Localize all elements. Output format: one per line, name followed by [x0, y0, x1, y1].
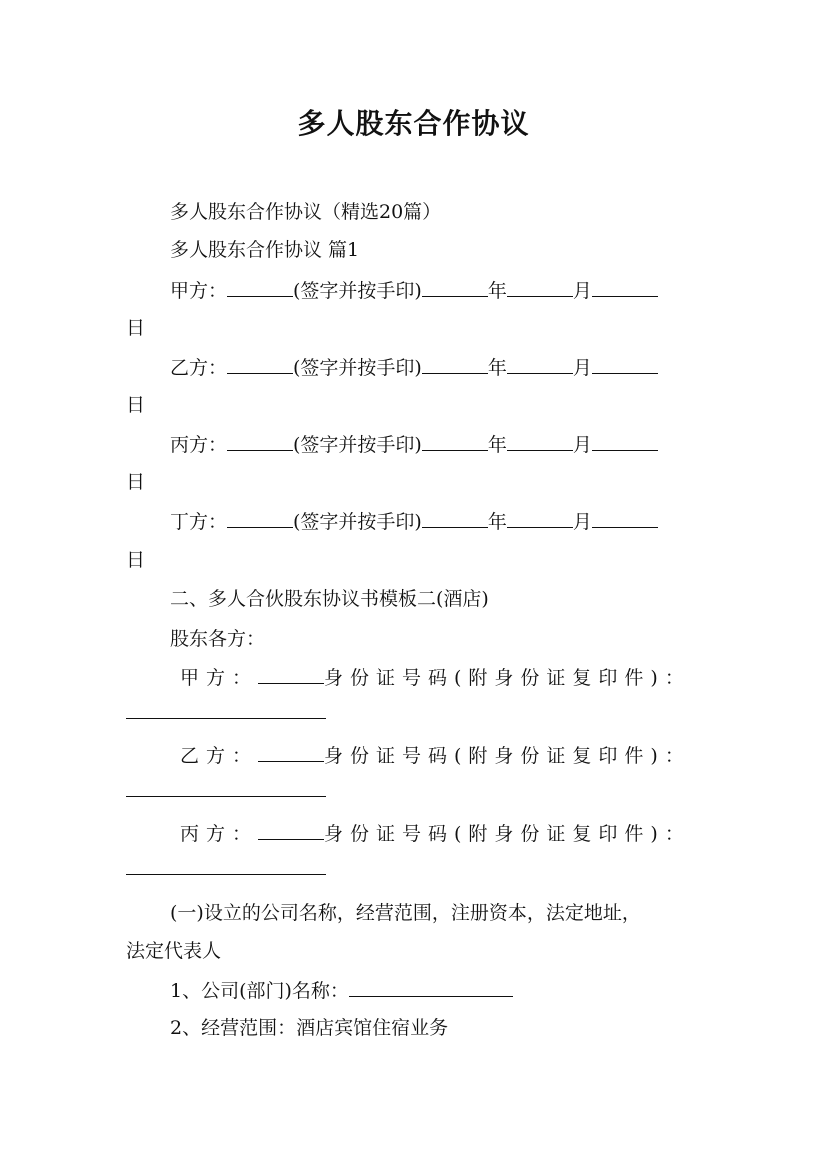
id-number-line	[126, 778, 326, 803]
year-blank	[422, 432, 488, 451]
month-blank	[507, 509, 573, 528]
month-blank	[507, 432, 573, 451]
item-business-scope: 2、经营范围：酒店宾馆住宿业务	[170, 1017, 449, 1039]
day-blank	[592, 278, 658, 297]
name-blank	[258, 821, 324, 840]
name-blank	[258, 665, 324, 684]
id-note: 身份证号码(附身份证复印件)：	[324, 745, 691, 767]
sign-note: (签字并按手印)	[293, 511, 422, 533]
month-label: 月	[572, 280, 592, 302]
id-number-blank	[126, 778, 326, 797]
id-number-blank	[126, 700, 326, 719]
year-label: 年	[487, 280, 507, 302]
day-label: 日	[126, 471, 146, 493]
sign-note: (签字并按手印)	[293, 434, 422, 456]
month-label: 月	[572, 511, 592, 533]
item-company-name	[170, 978, 513, 1003]
day-label: 日	[126, 317, 146, 339]
party-label: 丙方：	[180, 823, 259, 845]
party-label: 甲方：	[180, 667, 259, 689]
signature-line-ding	[170, 509, 658, 534]
name-blank	[227, 509, 293, 528]
document-subtitle: 多人股东合作协议（精选20篇）	[170, 201, 442, 223]
month-label: 月	[572, 434, 592, 456]
id-note: 身份证号码(附身份证复印件)：	[324, 823, 691, 845]
year-label: 年	[487, 357, 507, 379]
party-label: 乙方：	[180, 745, 259, 767]
name-blank	[227, 355, 293, 374]
template-heading: 二、多人合伙股东协议书模板二(酒店)	[170, 588, 489, 610]
name-blank	[258, 743, 324, 762]
shareholders-label: 股东各方：	[170, 628, 266, 650]
id-note: 身份证号码(附身份证复印件)：	[324, 667, 691, 689]
page-title: 多人股东合作协议	[297, 107, 530, 140]
party-label: 乙方：	[170, 357, 228, 379]
month-label: 月	[572, 357, 592, 379]
id-row-yi	[180, 743, 691, 768]
month-blank	[507, 355, 573, 374]
id-number-line	[126, 700, 326, 725]
year-label: 年	[487, 434, 507, 456]
party-label: 丁方：	[170, 511, 228, 533]
clause-one-line2: 法定代表人	[126, 940, 222, 962]
party-label: 甲方：	[170, 280, 228, 302]
signature-line-bing	[170, 432, 658, 457]
day-blank	[592, 355, 658, 374]
id-number-line	[126, 856, 326, 881]
year-blank	[422, 355, 488, 374]
sign-note: (签字并按手印)	[293, 357, 422, 379]
month-blank	[507, 278, 573, 297]
day-label: 日	[126, 549, 146, 571]
year-blank	[422, 509, 488, 528]
signature-line-jia	[170, 278, 658, 303]
year-blank	[422, 278, 488, 297]
name-blank	[227, 278, 293, 297]
id-row-bing	[180, 821, 691, 846]
day-blank	[592, 509, 658, 528]
section-heading: 多人股东合作协议 篇1	[170, 239, 360, 261]
year-label: 年	[487, 511, 507, 533]
id-row-jia	[180, 665, 691, 690]
sign-note: (签字并按手印)	[293, 280, 422, 302]
id-number-blank	[126, 856, 326, 875]
party-label: 丙方：	[170, 434, 228, 456]
company-name-blank	[349, 978, 513, 997]
signature-line-yi	[170, 355, 658, 380]
day-label: 日	[126, 394, 146, 416]
day-blank	[592, 432, 658, 451]
name-blank	[227, 432, 293, 451]
item-label: 1、公司(部门)名称：	[170, 980, 349, 1002]
clause-one-line1: (一)设立的公司名称，经营范围，注册资本，法定地址，	[170, 902, 641, 924]
